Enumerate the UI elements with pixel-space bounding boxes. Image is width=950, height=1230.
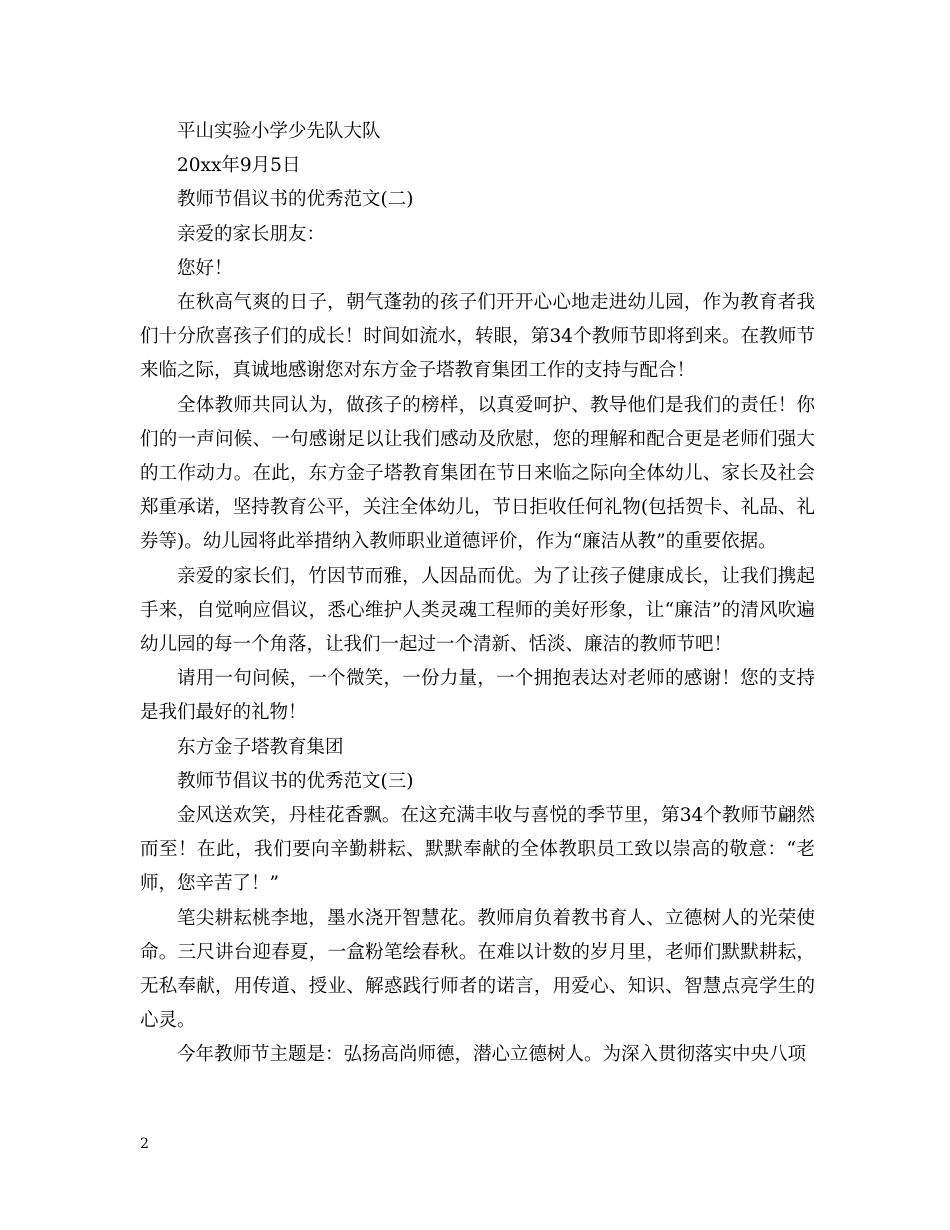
body-paragraph: 今年教师节主题是：弘扬高尚师德，潜心立德树人。为深入贯彻落实中央八项 [177, 1044, 807, 1066]
signature-org-dongfang: 东方金子塔教育集团 [177, 736, 344, 758]
body-paragraph: 笔尖耕耘桃李地，墨水浇开智慧花。教师肩负着教书育人、立德树人的光荣使命。三尺讲台迎春夏，一盒粉笔绘春秋。在难以计数的岁月里，老师们默默耕耘，无私奉献，用传道、授业、解惑践行师者的诺言，用爱心、知识、智慧点亮学生的心灵。 [140, 907, 815, 1032]
body-paragraph: 在秋高气爽的日子，朝气蓬勃的孩子们开开心心地走进幼儿园，作为教育者我们十分欣喜孩子们的成长！时间如流水，转眼，第34个教师节即将到来。在教师节来临之际，真诚地感谢您对东方金子塔教育集团工作的支持与配合！ [140, 292, 815, 382]
body-paragraph: 全体教师共同认为，做孩子的榜样，以真爱呵护、教导他们是我们的责任！你们的一声问候、一句感谢足以让我们感动及欣慰，您的理解和配合更是老师们强大的工作动力。在此，东方金子塔教育集团在节日来临之际向全体幼儿、家长及社会郑重承诺，坚持教育公平，关注全体幼儿，节日拒收任何礼物(包括贺卡、礼品、礼券等)。幼儿园将此举措纳入教师职业道德评价，作为“廉洁从教”的重要依据。 [140, 394, 815, 553]
page-number: 2 [140, 1136, 149, 1152]
section-heading-3: 教师节倡议书的优秀范文(三) [177, 770, 414, 792]
body-paragraph: 金风送欢笑，丹桂花香飘。在这充满丰收与喜悦的季节里，第34个教师节翩然而至！在此，我们要向辛勤耕耘、默默奉献的全体教职员工致以崇高的敬意：“老师，您辛苦了！” [140, 805, 815, 895]
salutation: 亲爱的家长朋友： [177, 223, 326, 245]
greeting: 您好！ [177, 257, 233, 279]
signature-org-pingshan: 平山实验小学少先队大队 [177, 121, 381, 142]
signature-date: 20xx年9月5日 [177, 155, 301, 177]
body-paragraph: 亲爱的家长们，竹因节而雅，人因品而优。为了让孩子健康成长，让我们携起手来，自觉响应倡议，悉心维护人类灵魂工程师的美好形象，让“廉洁”的清风吹遍幼儿园的每一个角落，让我们一起过一个清新、恬淡、廉洁的教师节吧！ [140, 565, 815, 656]
body-paragraph: 请用一句问候，一个微笑，一份力量，一个拥抱表达对老师的感谢！您的支持是我们最好的礼物！ [140, 668, 815, 724]
document-body [140, 115, 815, 1073]
section-heading-2: 教师节倡议书的优秀范文(二) [177, 189, 414, 211]
